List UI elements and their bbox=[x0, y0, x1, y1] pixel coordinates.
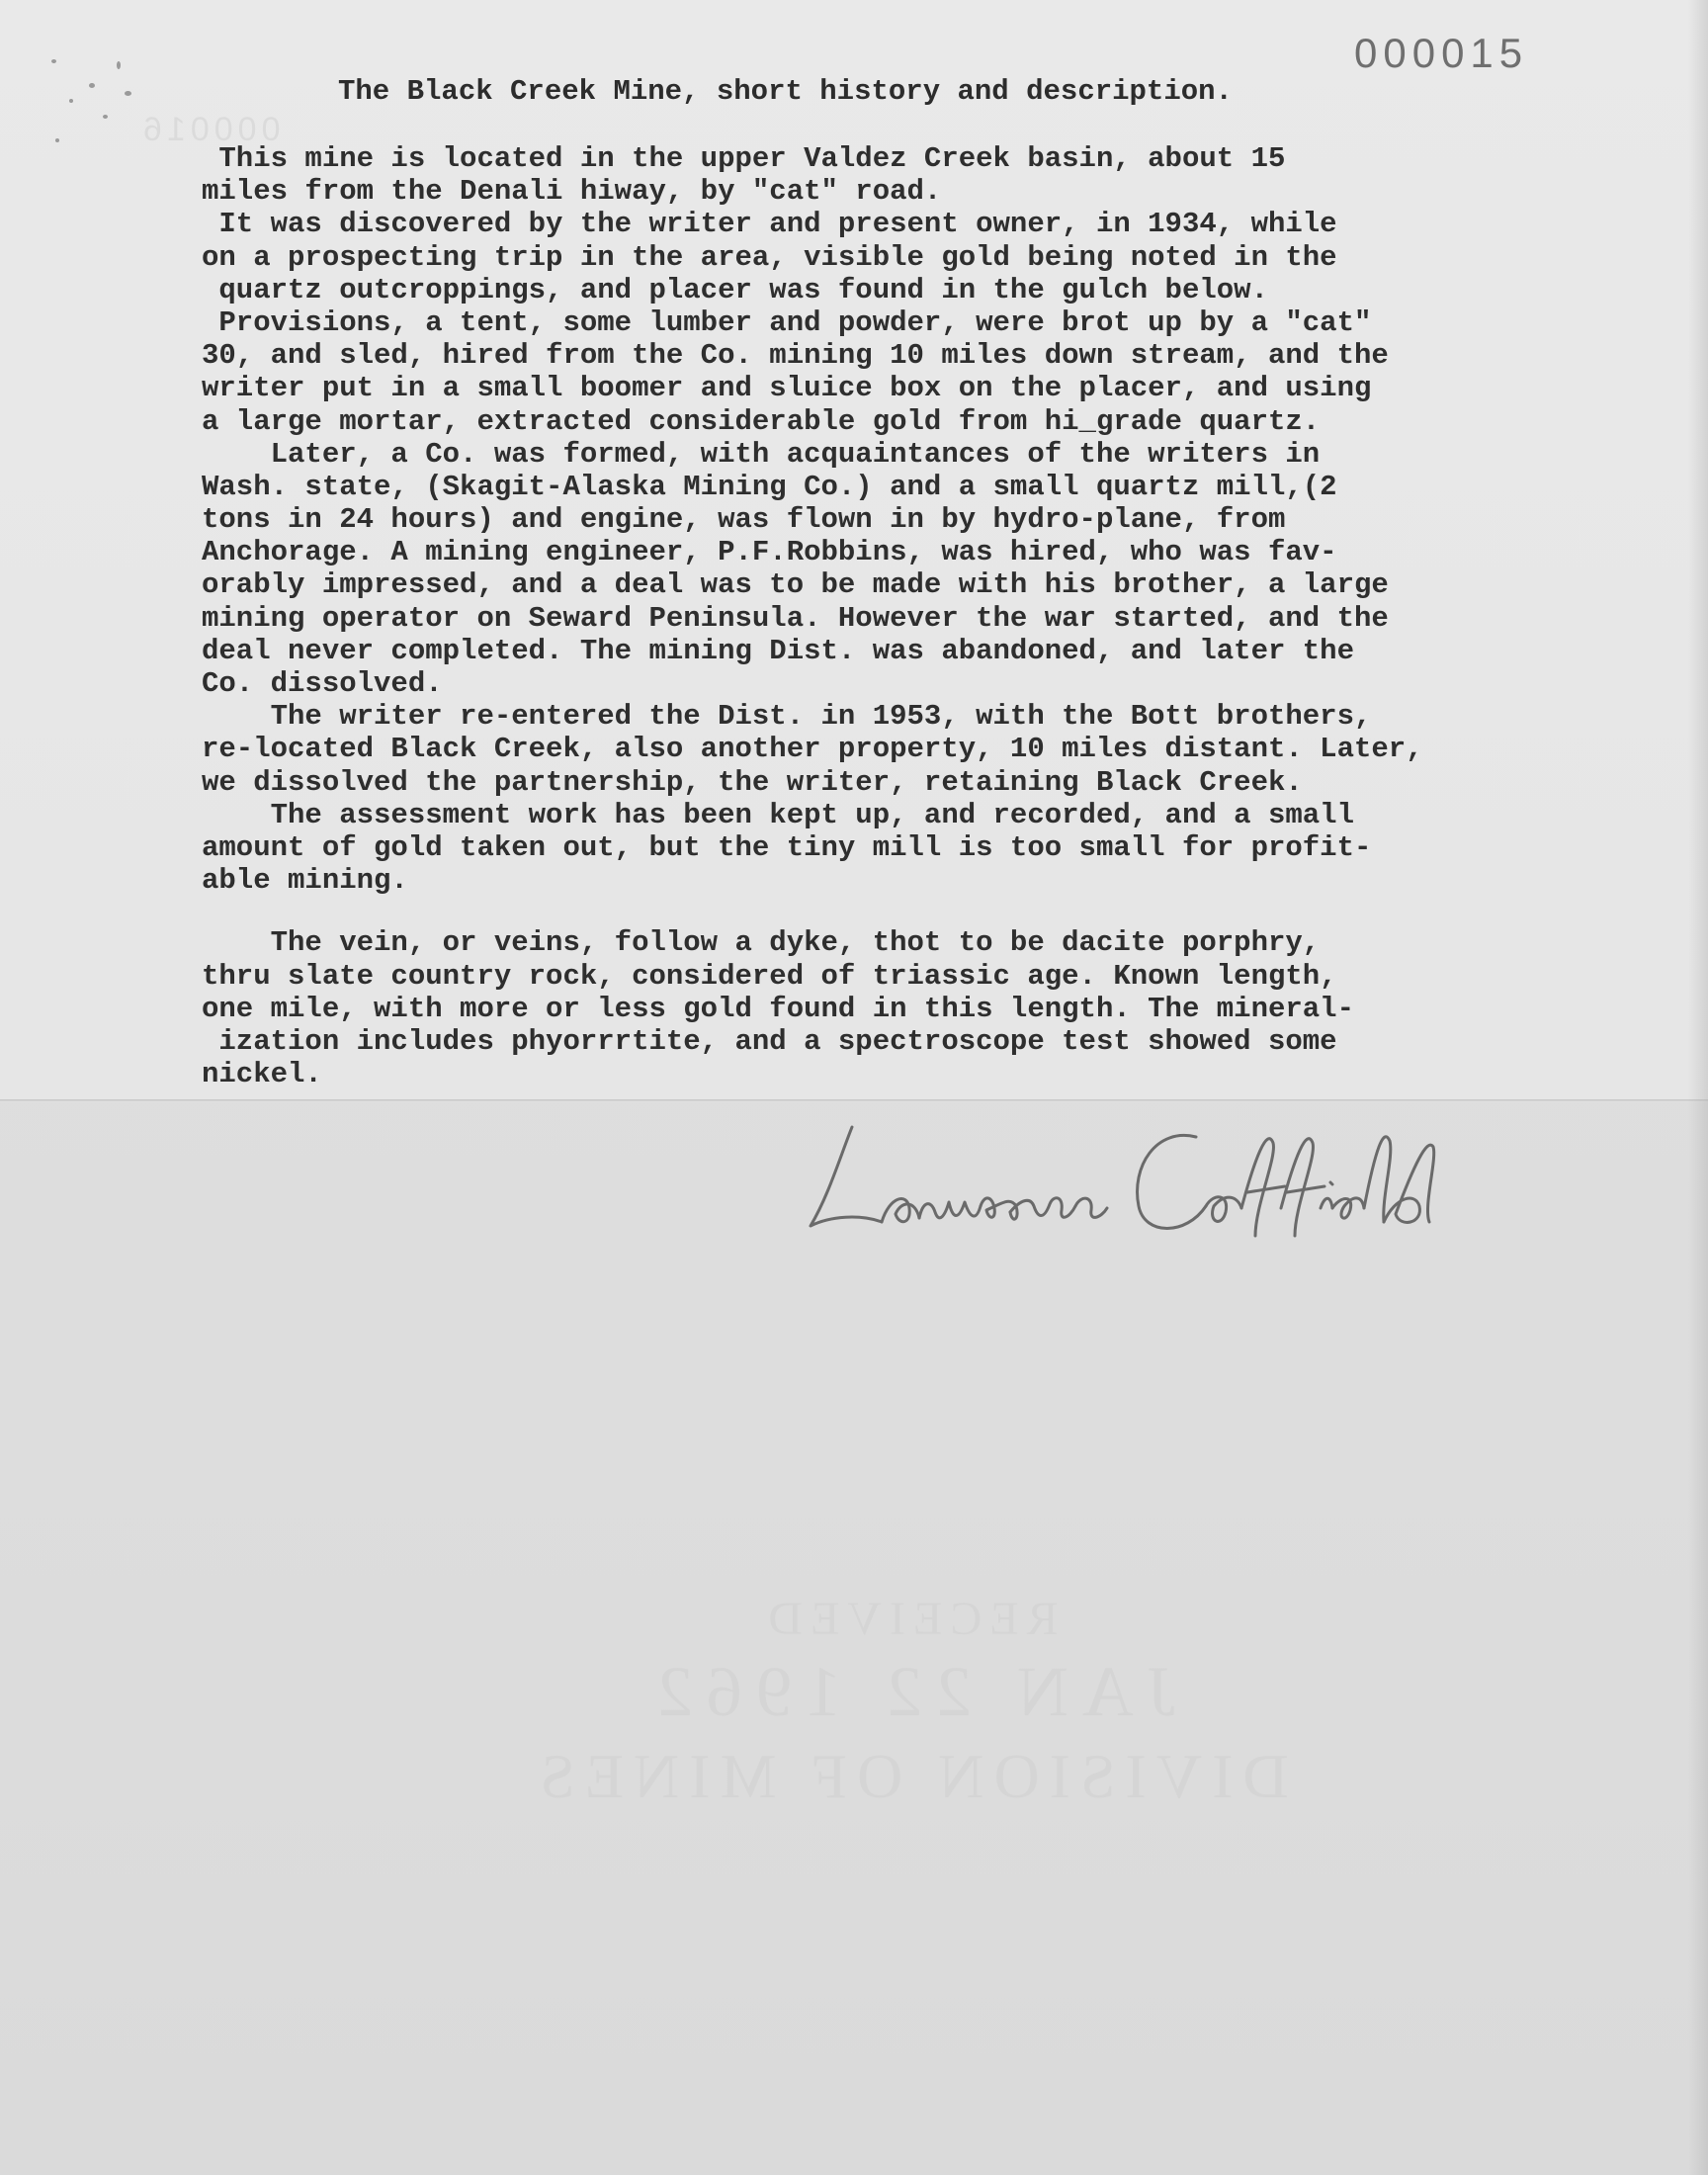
body-line: ization includes phyorrrtite, and a spectroscope test showed some bbox=[202, 1024, 1337, 1058]
body-line: This mine is located in the upper Valdez Creek basin, about 15 bbox=[202, 142, 1286, 175]
body-line: Wash. state, (Skagit-Alaska Mining Co.) and a small quartz mill,(2 bbox=[202, 470, 1337, 503]
ink-speck bbox=[89, 83, 95, 88]
bleed-through-stamp-line: DIVISION OF MINES bbox=[530, 1741, 1289, 1811]
body-line: one mile, with more or less gold found in this length. The mineral- bbox=[202, 992, 1354, 1025]
bleed-through-page-number: 000016 bbox=[138, 111, 281, 148]
ink-speck bbox=[117, 61, 121, 69]
page-number-stamp: 000015 bbox=[1354, 30, 1529, 76]
body-line: re-located Black Creek, also another property, 10 miles distant. Later, bbox=[202, 733, 1423, 766]
body-line: Provisions, a tent, some lumber and powder, were brot up by a "cat" bbox=[202, 305, 1372, 339]
ink-speck bbox=[69, 99, 73, 103]
ink-speck bbox=[51, 59, 56, 63]
handwritten-signature bbox=[791, 1097, 1463, 1256]
body-line: Later, a Co. was formed, with acquaintances of the writers in bbox=[202, 437, 1321, 471]
body-line: Anchorage. A mining engineer, P.F.Robbins, was hired, who was fav- bbox=[202, 536, 1337, 569]
body-line: tons in 24 hours) and engine, was flown in by hydro-plane, from bbox=[202, 503, 1286, 537]
body-line: It was discovered by the writer and present owner, in 1934, while bbox=[202, 208, 1337, 241]
body-line: miles from the Denali hiway, by "cat" road. bbox=[202, 175, 942, 209]
body-line: The vein, or veins, follow a dyke, thot to be dacite porphry, bbox=[202, 926, 1321, 960]
ink-speck bbox=[125, 91, 131, 96]
body-line: on a prospecting trip in the area, visible gold being noted in the bbox=[202, 240, 1337, 274]
ink-speck bbox=[103, 115, 108, 119]
body-line: orably impressed, and a deal was to be made with his brother, a large bbox=[202, 568, 1389, 602]
bleed-through-stamp-line: RECEIVED bbox=[760, 1593, 1059, 1645]
document-body bbox=[202, 142, 1625, 1090]
body-line: quartz outcroppings, and placer was found in the gulch below. bbox=[202, 273, 1268, 306]
body-line: nickel. bbox=[202, 1058, 322, 1091]
body-line: amount of gold taken out, but the tiny mill is too small for profit- bbox=[202, 830, 1372, 864]
document-title: The Black Creek Mine, short history and description. bbox=[338, 75, 1233, 108]
page-edge-shadow bbox=[1688, 0, 1708, 2175]
body-line: writer put in a small boomer and sluice box on the placer, and using bbox=[202, 372, 1372, 405]
body-line: The writer re-entered the Dist. in 1953, with the Bott brothers, bbox=[202, 700, 1372, 734]
body-line: The assessment work has been kept up, and recorded, and a small bbox=[202, 798, 1354, 831]
ink-speck bbox=[55, 138, 59, 142]
body-line: mining operator on Seward Peninsula. However the war started, and the bbox=[202, 601, 1389, 635]
body-line: we dissolved the partnership, the writer, retaining Black Creek. bbox=[202, 765, 1303, 799]
body-line: a large mortar, extracted considerable gold from hi_grade quartz. bbox=[202, 404, 1321, 438]
bleed-through-stamp bbox=[415, 1592, 1404, 1819]
paragraph-gap bbox=[202, 897, 1625, 926]
body-line: thru slate country rock, considered of triassic age. Known length, bbox=[202, 959, 1337, 993]
body-line: deal never completed. The mining Dist. was abandoned, and later the bbox=[202, 634, 1354, 667]
body-line: able mining. bbox=[202, 864, 408, 898]
body-line: 30, and sled, hired from the Co. mining 10 miles down stream, and the bbox=[202, 339, 1389, 373]
body-line: Co. dissolved. bbox=[202, 667, 443, 700]
bleed-through-stamp-line: JAN 22 1962 bbox=[643, 1652, 1176, 1731]
